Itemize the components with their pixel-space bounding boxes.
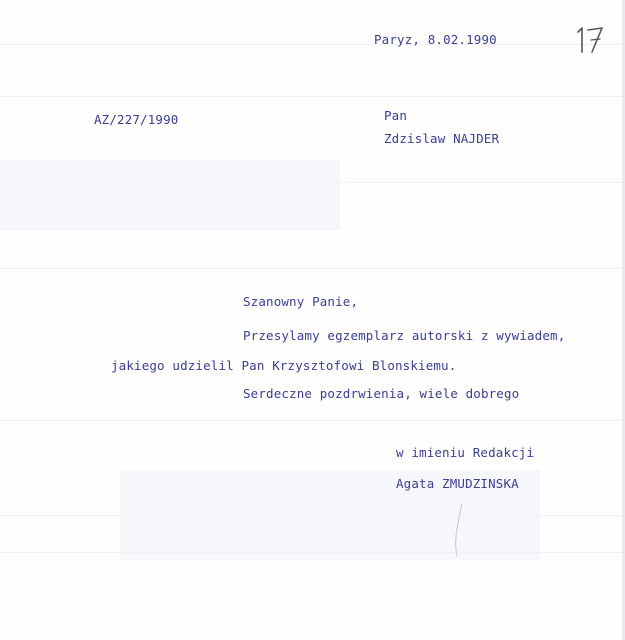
scan-line (0, 552, 625, 553)
scan-line (0, 96, 625, 97)
place-date: Paryz, 8.02.1990 (374, 32, 497, 47)
reference-number: AZ/227/1990 (94, 112, 179, 127)
recipient-title: Pan (384, 108, 408, 123)
body-line-1: Przesylamy egzemplarz autorski z wywiadem, (243, 328, 566, 343)
recipient-name: Zdzislaw NAJDER (384, 131, 500, 146)
salutation: Szanowny Panie, (243, 294, 359, 309)
scan-line (0, 268, 625, 269)
body-line-2: jakiego udzielil Pan Krzysztofowi Blonskiemu. (111, 358, 457, 373)
signoff: w imieniu Redakcji (396, 445, 535, 460)
scan-line (0, 515, 625, 516)
signatory-name: Agata ZMUDZINSKA (396, 476, 519, 491)
handwritten-page-number (572, 22, 612, 56)
closing-line: Serdeczne pozdrwienia, wiele dobrego (243, 386, 520, 401)
pen-stroke-mark (448, 500, 468, 560)
scan-band (0, 160, 340, 230)
scan-line (0, 44, 625, 45)
scan-line (0, 420, 625, 421)
scan-line (0, 182, 625, 183)
